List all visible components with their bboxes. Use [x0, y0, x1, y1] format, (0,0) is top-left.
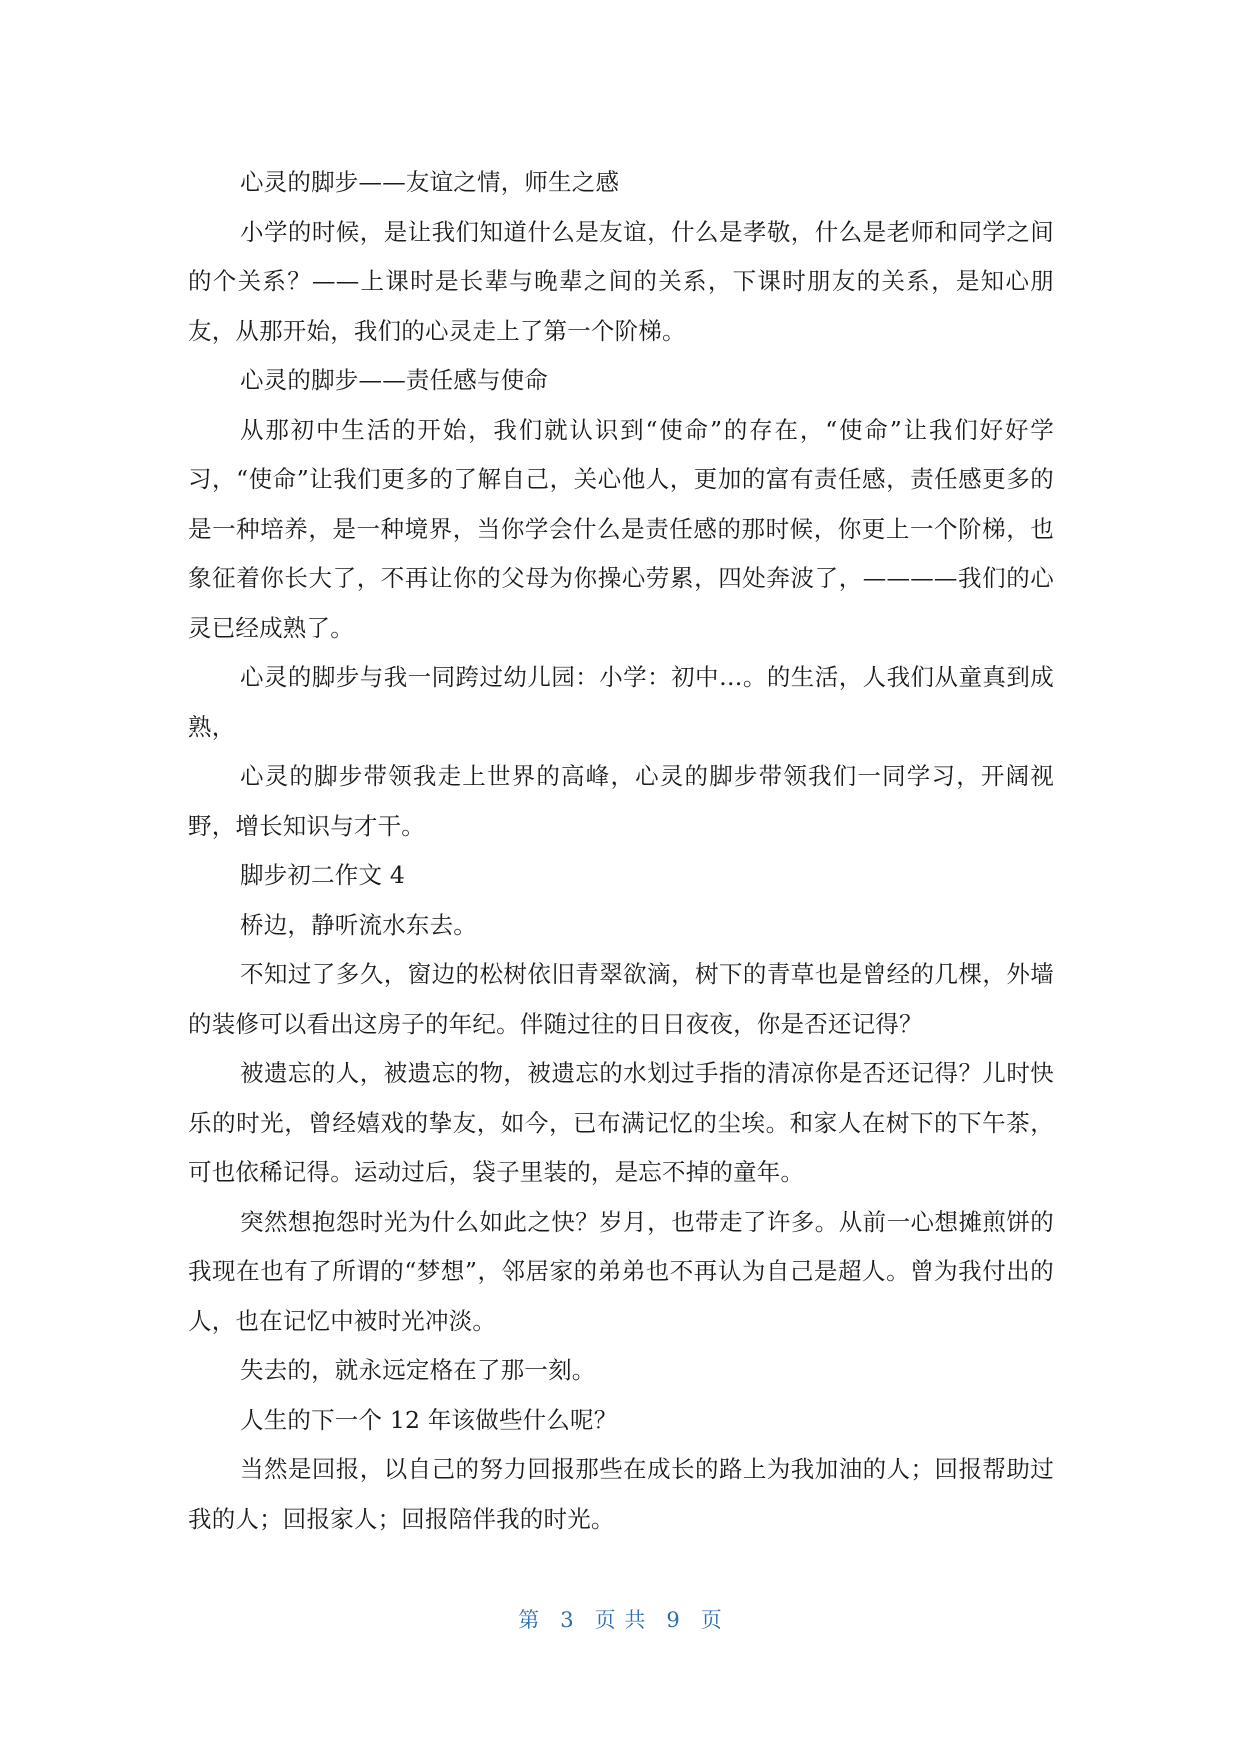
body-paragraph: 心灵的脚步带领我走上世界的高峰，心灵的脚步带领我们一同学习，开阔视野，增长知识与才干。 — [188, 762, 1054, 840]
footer-label-page: 第 — [518, 1608, 541, 1632]
body-paragraph: 突然想抱怨时光为什么如此之快？岁月，也带走了许多。从前一心想摊煎饼的我现在也有了所谓的“梦想”，邻居家的弟弟也不再认为自己是超人。曾为我付出的人，也在记忆中被时光冲淡。 — [188, 1207, 1054, 1335]
section-heading: 心灵的脚步——友谊之情，师生之感 — [240, 168, 620, 196]
body-paragraph: 小学的时候，是让我们知道什么是友谊，什么是孝敬，什么是老师和同学之间的个关系？——上课时是长辈与晚辈之间的关系，下课时朋友的关系，是知心朋友，从那开始，我们的心灵走上了第一个阶梯。 — [188, 217, 1054, 345]
footer-label-end: 页 — [700, 1608, 723, 1632]
document-body — [188, 158, 1054, 1544]
footer-total-pages: 9 — [666, 1608, 681, 1632]
footer-label-of: 页 共 — [594, 1608, 647, 1632]
body-paragraph: 失去的，就永远定格在了那一刻。 — [240, 1356, 596, 1384]
body-paragraph: 桥边，静听流水东去。 — [240, 910, 477, 939]
body-paragraph: 被遗忘的人，被遗忘的物，被遗忘的水划过手指的清凉你是否还记得？儿时快乐的时光，曾经嬉戏的挚友，如今，已布满记忆的尘埃。和家人在树下的下午茶，可也依稀记得。运动过后，袋子里装的，是忘不掉的童年。 — [188, 1059, 1054, 1186]
body-paragraph: 当然是回报，以自己的努力回报那些在成长的路上为我加油的人；回报帮助过我的人；回报家人；回报陪伴我的时光。 — [188, 1455, 1054, 1533]
body-paragraph: 不知过了多久，窗边的松树依旧青翠欲滴，树下的青草也是曾经的几棵，外墙的装修可以看出这房子的年纪。伴随过往的日日夜夜，你是否还记得？ — [188, 960, 1054, 1038]
section-heading: 心灵的脚步——责任感与使命 — [240, 366, 549, 394]
body-paragraph: 心灵的脚步与我一同跨过幼儿园：小学：初中…。的生活，人我们从童真到成熟， — [188, 663, 1054, 741]
footer-current-page: 3 — [560, 1608, 575, 1632]
body-paragraph: 从那初中生活的开始，我们就认识到“使命”的存在，“使命”让我们好好学习，“使命”让我们更多的了解自己，关心他人，更加的富有责任感，责任感更多的是一种培养，是一种境界，当你学会什么是责任感的那时候，你更上一个阶梯，也象征着你长大了，不再让你的父母为你操心劳累，四处奔波了，————我们的心灵已经成熟了。 — [188, 415, 1054, 642]
page-footer — [0, 1604, 1241, 1634]
essay-title: 脚步初二作文 4 — [240, 861, 406, 889]
body-paragraph: 人生的下一个 12 年该做些什么呢？ — [240, 1405, 618, 1434]
